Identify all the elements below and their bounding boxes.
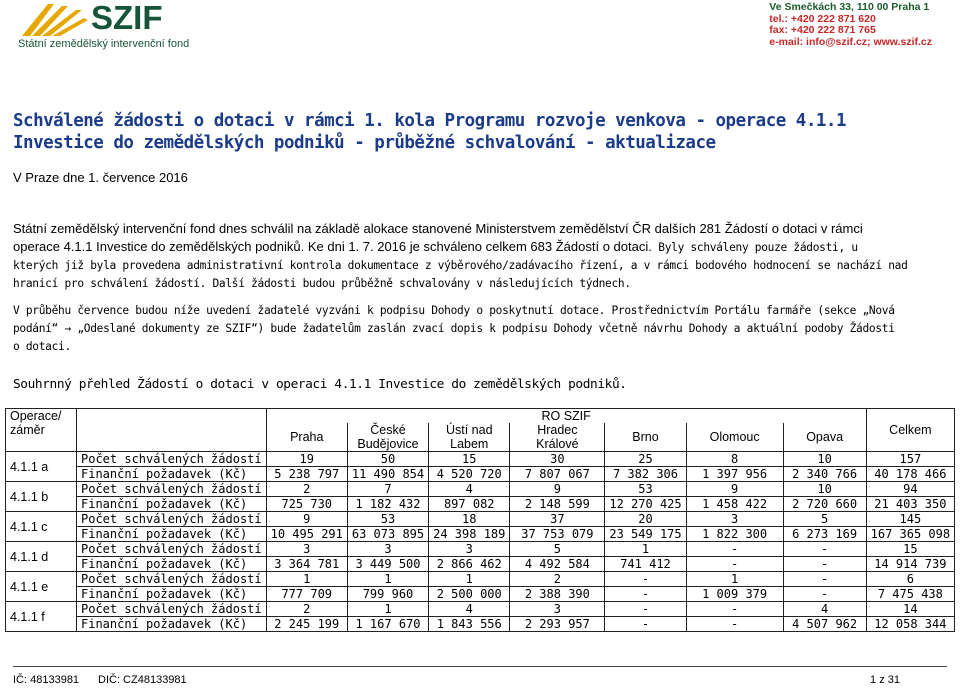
- count-cell: -: [605, 572, 686, 587]
- intro-line-4: hranicí pro schválení žádostí. Další žádosti budou průběžně schvalovány v následujících týdnech.: [13, 277, 631, 290]
- count-cell: 15: [429, 452, 510, 467]
- amount-cell: 1 009 379: [686, 587, 783, 602]
- document-title: [13, 110, 953, 154]
- table-row: [6, 617, 955, 632]
- region-header: Hradec Králové: [510, 423, 605, 452]
- row-label-amount: Finanční požadavek (Kč): [77, 587, 267, 602]
- count-cell: 1: [347, 572, 428, 587]
- summary-table: [5, 408, 955, 632]
- count-cell: 6: [866, 572, 954, 587]
- amount-cell: 7 382 306: [605, 467, 686, 482]
- amount-cell: 5 238 797: [266, 467, 347, 482]
- count-cell: 3: [347, 542, 428, 557]
- region-header: Praha: [266, 423, 347, 452]
- title-line-1: Schválené žádosti o dotaci v rámci 1. kola Programu rozvoje venkova - operace 4.1.1: [13, 111, 846, 131]
- count-cell: 3: [429, 542, 510, 557]
- footer-ic: IČ: 48133981: [13, 674, 80, 686]
- invitation-paragraph: [13, 302, 953, 356]
- count-cell: 9: [686, 482, 783, 497]
- intro-line-2-sans: operace 4.1.1 Investice do zemědělských podniků. Ke dni 1. 7. 2016 je schváleno celkem 683 Žádostí o dotaci.: [13, 239, 652, 254]
- amount-cell: 12 058 344: [866, 617, 954, 632]
- count-cell: 1: [266, 572, 347, 587]
- amount-cell: 10 495 291: [266, 527, 347, 542]
- title-line-2: Investice do zemědělských podniků - průběžné schvalování - aktualizace: [13, 133, 716, 153]
- table-row: [6, 602, 955, 617]
- count-cell: 18: [429, 512, 510, 527]
- summary-heading: Souhrnný přehled Žádostí o dotaci v operaci 4.1.1 Investice do zemědělských podniků.: [13, 377, 627, 392]
- row-label-count: Počet schválených žádostí: [77, 602, 267, 617]
- count-cell: 30: [510, 452, 605, 467]
- amount-cell: 2 720 660: [783, 497, 866, 512]
- count-cell: 10: [783, 452, 866, 467]
- amount-cell: 777 709: [266, 587, 347, 602]
- count-cell: 94: [866, 482, 954, 497]
- count-cell: 4: [429, 602, 510, 617]
- amount-cell: 2 866 462: [429, 557, 510, 572]
- row-label-count: Počet schválených žádostí: [77, 572, 267, 587]
- logo-wordmark: SZIF: [91, 0, 163, 36]
- amount-cell: 2 293 957: [510, 617, 605, 632]
- amount-cell: 3 364 781: [266, 557, 347, 572]
- operation-code: 4.1.1 c: [6, 512, 77, 542]
- amount-cell: 14 914 739: [866, 557, 954, 572]
- row-label-count: Počet schválených žádostí: [77, 482, 267, 497]
- count-cell: 4: [783, 602, 866, 617]
- row-label-amount: Finanční požadavek (Kč): [77, 557, 267, 572]
- count-cell: 1: [605, 542, 686, 557]
- contact-tel: tel.: +420 222 871 620: [769, 12, 876, 25]
- count-cell: 1: [429, 572, 510, 587]
- wheat-rays-icon: [18, 2, 88, 38]
- amount-cell: 4 520 720: [429, 467, 510, 482]
- amount-cell: 4 492 584: [510, 557, 605, 572]
- table-row: [6, 467, 955, 482]
- count-cell: 50: [347, 452, 428, 467]
- intro-paragraph: [13, 220, 953, 293]
- count-cell: -: [686, 542, 783, 557]
- count-cell: 9: [266, 512, 347, 527]
- table-row: [6, 557, 955, 572]
- count-cell: 145: [866, 512, 954, 527]
- row-label-count: Počet schválených žádostí: [77, 512, 267, 527]
- count-cell: 14: [866, 602, 954, 617]
- amount-cell: 1 167 670: [347, 617, 428, 632]
- amount-cell: 1 397 956: [686, 467, 783, 482]
- count-cell: 3: [686, 512, 783, 527]
- amount-cell: 21 403 350: [866, 497, 954, 512]
- contact-email[interactable]: e-mail: info@szif.cz; www.szif.cz: [769, 35, 932, 48]
- count-cell: 20: [605, 512, 686, 527]
- amount-cell: 897 082: [429, 497, 510, 512]
- intro-line-2-mono: Byly schváleny pouze žádosti, u: [651, 241, 858, 254]
- row-label-count: Počet schválených žádostí: [77, 542, 267, 557]
- contact-fax: fax: +420 222 871 765: [769, 24, 876, 36]
- amount-cell: 40 178 466: [866, 467, 954, 482]
- count-cell: 2: [266, 482, 347, 497]
- amount-cell: 24 398 189: [429, 527, 510, 542]
- amount-cell: 1 822 300: [686, 527, 783, 542]
- amount-cell: 725 730: [266, 497, 347, 512]
- header-blank: [77, 409, 267, 452]
- amount-cell: -: [783, 587, 866, 602]
- amount-cell: 1 458 422: [686, 497, 783, 512]
- contact-address: Ve Smečkách 33, 110 00 Praha 1: [769, 1, 930, 13]
- header-ro-szif: RO SZIF: [266, 409, 866, 424]
- count-cell: 1: [347, 602, 428, 617]
- amount-cell: 7 475 438: [866, 587, 954, 602]
- row-label-amount: Finanční požadavek (Kč): [77, 527, 267, 542]
- count-cell: 9: [510, 482, 605, 497]
- intro-line-2: [13, 238, 953, 257]
- header-total: Celkem: [866, 409, 954, 452]
- row-label-amount: Finanční požadavek (Kč): [77, 497, 267, 512]
- amount-cell: 799 960: [347, 587, 428, 602]
- footer-dic: DIČ: CZ48133981: [98, 674, 187, 686]
- count-cell: 7: [347, 482, 428, 497]
- row-label-amount: Finanční požadavek (Kč): [77, 467, 267, 482]
- header-operation: Operace/ záměr: [6, 409, 77, 452]
- count-cell: -: [783, 572, 866, 587]
- amount-cell: 7 807 067: [510, 467, 605, 482]
- amount-cell: 2 340 766: [783, 467, 866, 482]
- amount-cell: 4 507 962: [783, 617, 866, 632]
- count-cell: 2: [510, 572, 605, 587]
- count-cell: 5: [783, 512, 866, 527]
- count-cell: 10: [783, 482, 866, 497]
- count-cell: -: [783, 542, 866, 557]
- count-cell: 53: [347, 512, 428, 527]
- count-cell: 4: [429, 482, 510, 497]
- operation-code: 4.1.1 d: [6, 542, 77, 572]
- table-row: [6, 512, 955, 527]
- operation-code: 4.1.1 f: [6, 602, 77, 632]
- szif-logo: [18, 2, 193, 50]
- table-row: [6, 542, 955, 557]
- invitation-line-1: V průběhu července budou níže uvedení žadatelé vyzváni k podpisu Dohody o poskytnutí dotace. Prostřednictvím Portálu farmáře (sekce „Nová: [13, 304, 895, 317]
- amount-cell: 23 549 175: [605, 527, 686, 542]
- footer-divider: [13, 666, 947, 667]
- operation-code: 4.1.1 e: [6, 572, 77, 602]
- operation-code: 4.1.1 a: [6, 452, 77, 482]
- count-cell: 53: [605, 482, 686, 497]
- count-cell: 15: [866, 542, 954, 557]
- region-header: České Budějovice: [347, 423, 428, 452]
- invitation-line-3: o dotaci.: [13, 340, 71, 353]
- count-cell: 157: [866, 452, 954, 467]
- amount-cell: 3 449 500: [347, 557, 428, 572]
- region-header: Ústí nad Labem: [429, 423, 510, 452]
- table-row: [6, 497, 955, 512]
- region-header: Brno: [605, 423, 686, 452]
- count-cell: 5: [510, 542, 605, 557]
- operation-code: 4.1.1 b: [6, 482, 77, 512]
- amount-cell: 167 365 098: [866, 527, 954, 542]
- amount-cell: 1 182 432: [347, 497, 428, 512]
- logo-subtitle: Státní zemědělský intervenční fond: [18, 38, 190, 50]
- amount-cell: 1 843 556: [429, 617, 510, 632]
- document-date: V Praze dne 1. července 2016: [13, 170, 188, 185]
- contact-block: [769, 2, 932, 48]
- region-header: Olomouc: [686, 423, 783, 452]
- page-number: 1 z 31: [870, 674, 900, 686]
- amount-cell: 12 270 425: [605, 497, 686, 512]
- count-cell: 1: [686, 572, 783, 587]
- amount-cell: 37 753 079: [510, 527, 605, 542]
- count-cell: 8: [686, 452, 783, 467]
- count-cell: -: [605, 602, 686, 617]
- amount-cell: -: [783, 557, 866, 572]
- amount-cell: -: [605, 617, 686, 632]
- amount-cell: -: [686, 557, 783, 572]
- table-body: [6, 452, 955, 632]
- table-row: [6, 482, 955, 497]
- count-cell: 3: [510, 602, 605, 617]
- amount-cell: 2 500 000: [429, 587, 510, 602]
- amount-cell: 6 273 169: [783, 527, 866, 542]
- count-cell: 2: [266, 602, 347, 617]
- region-header: Opava: [783, 423, 866, 452]
- table-row: [6, 572, 955, 587]
- amount-cell: 2 388 390: [510, 587, 605, 602]
- amount-cell: 2 148 599: [510, 497, 605, 512]
- intro-line-3: kterých již byla provedena administrativní kontrola dokumentace z výběrového/zadávacího řízení, a v rámci bodového hodnocení se nachází nad: [13, 259, 908, 272]
- row-label-amount: Finanční požadavek (Kč): [77, 617, 267, 632]
- count-cell: -: [686, 602, 783, 617]
- count-cell: 25: [605, 452, 686, 467]
- count-cell: 19: [266, 452, 347, 467]
- amount-cell: -: [686, 617, 783, 632]
- table-row: [6, 452, 955, 467]
- invitation-line-2: podání“ → „Odeslané dokumenty ze SZIF“) bude žadatelům zaslán zvací dopis k podpisu Dohody včetně návrhu Dohody a aktuální podoby Žádosti: [13, 322, 895, 335]
- amount-cell: 11 490 854: [347, 467, 428, 482]
- amount-cell: 741 412: [605, 557, 686, 572]
- row-label-count: Počet schválených žádostí: [77, 452, 267, 467]
- table-row: [6, 527, 955, 542]
- amount-cell: -: [605, 587, 686, 602]
- count-cell: 3: [266, 542, 347, 557]
- amount-cell: 2 245 199: [266, 617, 347, 632]
- table-row: [6, 587, 955, 602]
- amount-cell: 63 073 895: [347, 527, 428, 542]
- count-cell: 37: [510, 512, 605, 527]
- intro-line-1: Státní zemědělský intervenční fond dnes schválil na základě alokace stanovené Ministerstvem zemědělství ČR dalších 281 Žádostí o dotaci v rámci: [13, 221, 863, 236]
